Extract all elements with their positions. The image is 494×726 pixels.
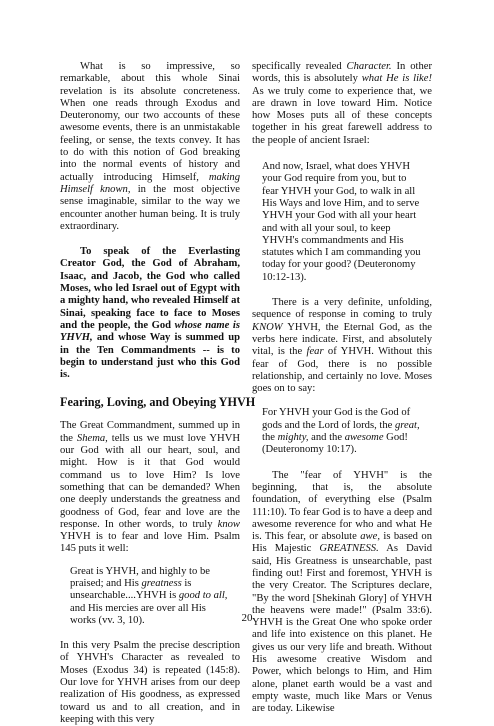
paragraph-concreteness xyxy=(60,61,240,233)
emphasis: good to all, xyxy=(178,590,228,602)
emphasis: fear xyxy=(306,346,324,358)
text-span: of YHVH. Without this fear of God, there is no possible relationship, and certainly no love. Moses goes on to say: xyxy=(252,346,433,395)
text-span: For YHVH your God is the God of gods and the Lord of lords, the xyxy=(262,407,411,431)
text-span: specifically revealed xyxy=(252,61,347,72)
text-span: The Great Commandment, summed up in the xyxy=(60,420,240,444)
text-span: and whose Way is summed up in the Ten Commandments -- is to begin to understand just who this God is. xyxy=(60,332,240,381)
emphasis: awe, xyxy=(360,531,380,543)
text-span: is unsearchable....YHVH is xyxy=(70,577,192,602)
emphasis: awesome xyxy=(344,432,384,444)
paragraph-revealed-character xyxy=(252,61,432,147)
paragraph-fear-of-yhvh xyxy=(252,470,432,716)
emphasis: Shema, xyxy=(76,432,108,444)
emphasis: KNOW xyxy=(252,321,283,333)
emphasis: great, xyxy=(395,419,420,431)
text-span: In other words, this is absolutely xyxy=(252,61,433,85)
paragraph-sequence-of-response xyxy=(252,297,432,395)
paragraph-psalm-description: In this very Psalm the precise description of YHVH's Character as revealed to Moses (Exodus 34) is repeated (145:8). Our love for YHVH arises from our deep realization of His goodness, as expressed toward us and to all creation, and in keeping with this very xyxy=(60,640,240,725)
emphasis: know xyxy=(217,518,240,530)
text-span: As we truly come to experience that, we are drawn in love toward Him. Notice how Moses puts all of these concepts together in his great farewell address to the people of ancient Israel: xyxy=(252,85,432,146)
text-span: tells us we must love YHVH our God with all our heart, soul, and might. How is it that God would command us to love Him? Is love something that can be demanded? When one deeply understands the greatness and goodness of God, fear and love are the response. In other words, to truly xyxy=(60,432,241,530)
text-span: What is so impressive, so remarkable, about this whole Sinai revelation is its absolute concreteness. When one reads through Exodus and Deuteronomy, our two accounts of these awesome events, there is an unmistakable feeling, or sense, the texts convey. It has to do with this notion of God breaking into the normal events of history and actually introducing Himself, xyxy=(60,61,240,183)
paragraph-great-commandment xyxy=(60,420,240,555)
text-span: God! (Deuteronomy 10:17). xyxy=(262,432,408,456)
text-span: the xyxy=(262,432,278,444)
text-span: in the most objective sense imaginable, similar to the way we encounter another human being. It is truly extraordinary. xyxy=(60,183,240,232)
emphasis: mighty, xyxy=(277,432,309,444)
text-span: The "fear of YHVH" is the beginning, that is, the absolute foundation, of everything else (Psalm 111:10). To fear God is to have a deep and awesome reverence for who and what He is. This fear, or absolute xyxy=(252,469,432,543)
text-span: Great is YHVH, and highly to be praised; and His xyxy=(70,565,210,589)
section-heading: Fearing, Loving, and Obeying YHVH xyxy=(60,395,256,410)
emphasis: making Himself known, xyxy=(60,171,240,195)
emphasis: whose name is YHVH, xyxy=(60,319,240,344)
page-number: 20 xyxy=(241,612,253,624)
text-span: To speak of the Everlasting Creator God, the God of Abraham, Isaac, and Jacob, the God who called Moses, who led Israel out of Egypt with a mighty hand, who revealed Himself at Sinai, speaking face to face to Moses and the people, the God xyxy=(60,246,240,331)
emphasis: Character. xyxy=(346,61,392,72)
emphasis: what He is like! xyxy=(361,73,432,85)
text-span: YHVH, the Eternal God, as the verbs here indicate. First, and absolutely vital, is the xyxy=(252,321,432,358)
text-span: YHVH is to fear and love Him. Psalm 145 puts it well: xyxy=(60,531,240,555)
emphasis: greatness xyxy=(141,577,182,589)
paragraph-everlasting-creator xyxy=(60,246,240,381)
text-span: As David said, His Greatness is unsearchable, past finding out! First and foremost, YHVH is the very Creator. The Scriptures declare, "By the word [Shekinah Glory] of YHVH the heavens were made!" (Psalm 33:6). YHVH is the Great One who spoke order and life into existence on this planet. He gives us our very life and breath. Without His awesome creative Wisdom and Power, which belongs to Him, and Him alone, planet earth would be a vast and empty waste, much like Mars or Venus are today. Likewise xyxy=(252,543,432,715)
text-span: is based on His Majestic xyxy=(252,531,432,555)
block-quote-deuteronomy-10-12: And now, Israel, what does YHVH your God require from you, but to fear YHVH your God, to walk in all His Ways and love Him, and to serve YHVH your God with all your heart and with all your soul, to keep YHVH's commandments and His statutes which I am commanding you today for your good? (Deuteronomy 10:12-13). xyxy=(262,161,421,283)
emphasis: GREATNESS. xyxy=(319,543,379,555)
text-span: and His mercies are over all His works (vv. 3, 10). xyxy=(70,602,206,626)
block-quote-deuteronomy-10-17 xyxy=(262,407,422,456)
text-span: and the xyxy=(308,432,345,444)
text-span: There is a very definite, unfolding, sequence of response in coming to truly xyxy=(252,297,432,321)
